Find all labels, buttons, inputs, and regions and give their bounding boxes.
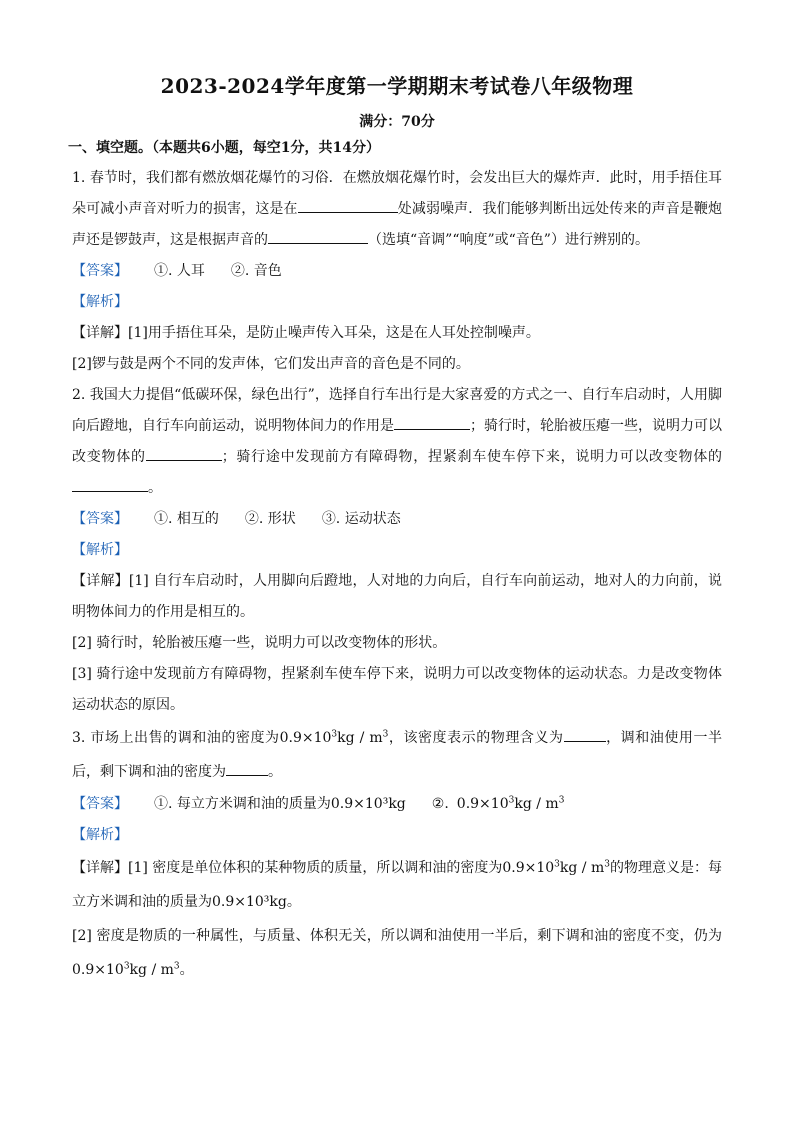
q3-blank-1[interactable] (564, 727, 606, 742)
detail-label: 【详解】 (72, 325, 128, 341)
density-unit: kg / m (559, 860, 605, 876)
q1-detail-2: [2]锣与鼓是两个不同的发声体，它们发出声音的音色是不同的。 (72, 356, 470, 372)
question-2 (72, 380, 722, 504)
q2-answer-2: ②. 形状 (244, 511, 296, 527)
q3-text-2: ，该密度表示的物理含义为 (388, 730, 564, 746)
q1-detail-text-1: [1]用手捂住耳朵，是防止噪声传入耳朵，这是在人耳处控制噪声。 (128, 325, 540, 341)
q3-detail-1 (72, 851, 722, 919)
q3-text-4: 。 (268, 764, 282, 780)
q3-detail-text-1a: [1] 密度是单位体积的某种物质的质量，所以调和油的密度为 (128, 860, 503, 876)
density-unit: kg / m (337, 730, 383, 746)
density-unit-exp: 3 (173, 961, 180, 972)
q3-detail-text-2a: [2] 密度是物质的一种属性，与质量、体积无关，所以调和油使用一半后，剩下调和油的密度不变，仍为 (72, 928, 722, 944)
density-base: 0.9×10 (456, 796, 509, 812)
q2-answer-row (72, 504, 722, 535)
q2-detail-2: [2] 骑行时，轮胎被压瘪一些，说明力可以改变物体的形状。 (72, 635, 447, 651)
score-line: 满分：70分 (359, 114, 435, 130)
q3-density-value (280, 730, 389, 746)
q2-detail-3: [3] 骑行途中发现前方有障碍物，捏紧刹车使车停下来，说明力可以改变物体的运动状态。力是改变物体运动状态的原因。 (72, 666, 722, 713)
detail-label: 【详解】 (72, 860, 129, 876)
density-base: 0.9×10 (72, 962, 124, 978)
q3-answer-2-value (457, 796, 565, 812)
density-base: 0.9×10 (279, 730, 332, 746)
q2-text-3: ；骑行途中发现前方有障碍物，捏紧刹车使车停下来，说明力可以改变物体的 (221, 449, 723, 465)
q2-blank-2[interactable] (146, 446, 222, 461)
section-heading-fill-blank: 一、填空题。（本题共6小题，每空1分，共14分） (68, 140, 380, 156)
analysis-label: 【解析】 (72, 542, 128, 558)
q1-blank-1[interactable] (298, 198, 398, 213)
answer-label: 【答案】 (72, 511, 128, 527)
q2-analysis-row (72, 535, 722, 566)
q2-answer-1: ①. 相互的 (154, 511, 219, 527)
density-exp: 3 (554, 859, 560, 870)
q2-blank-1[interactable] (394, 415, 470, 430)
density-base: 0.9×10 (502, 860, 555, 876)
q1-text-3: （选填“音调”“响度”或“音色”）进行辨别的。 (368, 232, 649, 248)
density-unit-exp: 3 (558, 795, 565, 806)
q2-text-4: 。 (148, 480, 162, 496)
q3-detail-density (502, 860, 610, 876)
density-unit: kg / m (514, 796, 559, 812)
detail-label: 【详解】 (72, 573, 129, 589)
q1-text-1: 1. 春节时，我们都有燃放烟花爆竹的习俗．在燃放烟花爆竹时，会发出巨大的爆炸声．此时，用手捂住耳朵可减小声音对听力的损害，这是在 (72, 170, 722, 217)
q3-detail-text-2b: 。 (179, 962, 194, 978)
q2-blank-3[interactable] (72, 477, 148, 492)
q3-analysis-row (72, 820, 722, 851)
question-3 (72, 721, 722, 789)
q3-detail-density-2 (72, 962, 180, 978)
density-unit-exp: 3 (604, 859, 610, 870)
analysis-label: 【解析】 (72, 294, 128, 310)
q1-blank-2[interactable] (268, 229, 368, 244)
q3-answer-1: ①. 每立方米调和油的质量为0.9×10³kg (154, 796, 406, 812)
analysis-label: 【解析】 (72, 827, 128, 843)
density-exp: 3 (331, 729, 338, 740)
answer-label: 【答案】 (72, 796, 128, 812)
answer-label: 【答案】 (72, 263, 128, 279)
q3-detail-text-1b: 的物理意义是：每立方米调和油的质量为0.9×10³kg。 (72, 860, 723, 910)
q3-answer-2-label: ②. (431, 796, 449, 812)
q2-detail-text-1: [1] 自行车启动时，人用脚向后蹬地，人对地的力向后，自行车向前运动，地对人的力向前，说明物体间力的作用是相互的。 (72, 573, 723, 620)
q1-answer-row (72, 256, 722, 287)
density-exp: 3 (508, 795, 515, 806)
q3-text-1: 3. 市场上出售的调和油的密度为 (72, 730, 280, 746)
density-unit-exp: 3 (382, 729, 389, 740)
q1-answer-2: ②. 音色 (230, 263, 282, 279)
density-unit: kg / m (129, 962, 174, 978)
q1-answer-1: ①. 人耳 (154, 263, 205, 279)
q3-answer-row (72, 789, 722, 820)
q3-detail-2 (72, 919, 722, 987)
q2-detail-1 (72, 566, 722, 628)
q3-answer-2 (432, 789, 565, 820)
density-exp: 3 (123, 961, 130, 972)
q3-blank-2[interactable] (226, 761, 268, 776)
q2-answer-3: ③. 运动状态 (321, 511, 401, 527)
question-1 (72, 163, 722, 256)
exam-title: 2023-2024学年度第一学期期末考试卷八年级物理 (160, 74, 634, 98)
q2-text-1: 2. 我国大力提倡“低碳环保，绿色出行”，选择自行车出行是大家喜爱的方式之一、自行车启动时，人用脚向后蹬地，自行车向前运动，说明物体间力的作用是 (72, 387, 722, 434)
q2-text-2: ；骑行时，轮胎被压瘪一些，说明力可以改变物体的 (72, 418, 722, 465)
q1-detail-1 (72, 318, 722, 349)
q1-text-2: 处减弱噪声．我们能够判断出远处传来的声音是鞭炮声还是锣鼓声，这是根据声音的 (72, 201, 722, 248)
q3-text-3: ，调和油使用一半后，剩下调和油的密度为 (72, 730, 723, 780)
q1-analysis-row (72, 287, 722, 318)
